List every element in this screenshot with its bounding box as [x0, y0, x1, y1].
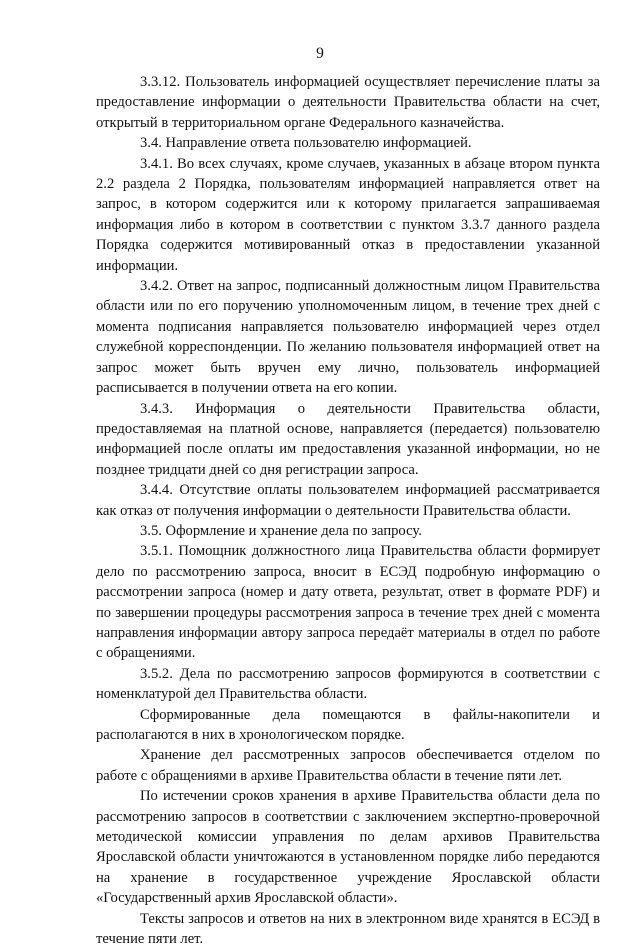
- paragraph-archive: По истечении сроков хранения в архиве Правительства области дела по рассмотрению запросов в соответствии с заключением экспертно-проверочной методической комиссии управления по делам архивов Правительства Ярославской области уничтожаются в установленном порядке либо передаются на хранение в государственное учреждение Ярославской области «Государственный архив Ярославской области».: [96, 788, 600, 907]
- paragraph-3-4-heading: 3.4. Направление ответа пользователю информацией.: [140, 135, 472, 152]
- paragraph-storage: Хранение дел рассмотренных запросов обеспечивается отделом по работе с обращениями в архиве Правительства области в течение пяти лет.: [96, 747, 600, 784]
- paragraph-electronic: Тексты запросов и ответов на них в электронном виде хранятся в ЕСЭД в течение пяти лет.: [96, 910, 600, 948]
- paragraph-3-4-4: 3.4.4. Отсутствие оплаты пользователем информацией рассматривается как отказ от получения информации о деятельности Правительства области.: [96, 482, 600, 519]
- paragraph-3-3-12: 3.3.12. Пользователь информацией осуществляет перечисление платы за предоставление информации о деятельности Правительства области на счет, открытый в территориальном органе Федерального казначейства.: [96, 74, 600, 131]
- paragraph-3-4-1: 3.4.1. Во всех случаях, кроме случаев, указанных в абзаце втором пункта 2.2 раздела 2 Порядка, пользователям информацией направляется ответ на запрос, в котором содержится или к которому прилагается запрашиваемая информация либо в котором в соответствии с пунктом 3.3.7 данного раздела Порядка содержится мотивированный отказ в предоставлении указанной информации.: [96, 155, 600, 274]
- paragraph-files: Сформированные дела помещаются в файлы-накопители и располагаются в них в хронологическом порядке.: [96, 706, 600, 743]
- paragraph-3-5-1: 3.5.1. Помощник должностного лица Правительства области формирует дело по рассмотрению запроса, вносит в ЕСЭД подробную информацию о рассмотрении запроса (номер и дату ответа, результат, ответ в формате PDF) и по завершении процедуры рассмотрения запроса в течение трех дней с момента направления информации автору запроса передаёт материалы в отдел по работе с обращениями.: [96, 543, 600, 662]
- paragraph-3-5-heading: 3.5. Оформление и хранение дела по запросу.: [140, 522, 422, 539]
- paragraph-3-5-2: 3.5.2. Дела по рассмотрению запросов формируются в соответствии с номенклатурой дел Правительства области.: [96, 665, 600, 703]
- paragraph-3-4-2: 3.4.2. Ответ на запрос, подписанный должностным лицом Правительства области или по его поручению уполномоченным лицом, в течение трех дней с момента подписания направляется пользователю информацией через отдел служебной корреспонденции. По желанию пользователя информацией ответ на запрос может быть вручен ему лично, пользователь информацией расписывается в получении ответа на его копии.: [96, 278, 600, 397]
- document-body: [96, 72, 600, 949]
- page-number: 9: [316, 45, 324, 62]
- paragraph-3-4-3: 3.4.3. Информация о деятельности Правительства области, предоставляемая на платной основе, направляется (передается) пользователю информацией после оплаты им предоставления указанной информации, но не позднее тридцати дней со дня регистрации запроса.: [96, 400, 600, 478]
